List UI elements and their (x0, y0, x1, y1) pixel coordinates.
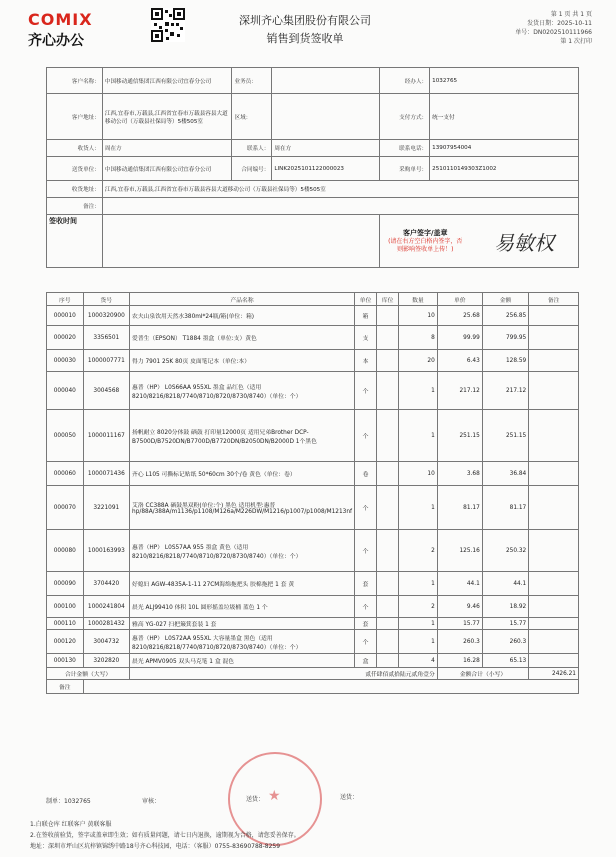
table-row (47, 326, 579, 350)
row-no: 000020 (47, 326, 84, 350)
row-unit: 套 (355, 572, 377, 596)
total-cap-label: 合计金额（大写） (47, 668, 130, 680)
row-no: 000010 (47, 306, 84, 326)
row-location (377, 410, 399, 462)
table-row (47, 486, 579, 530)
region-value (272, 94, 380, 140)
row-qty: 20 (399, 350, 438, 372)
col-location: 库位 (377, 293, 399, 306)
items-header-row (47, 293, 579, 306)
table-row (47, 654, 579, 668)
col-remark: 备注 (529, 293, 579, 306)
row-price: 217.12 (437, 372, 482, 410)
customer-name-label: 客户名称： (47, 68, 103, 94)
row-name: 得力 7901 25K 80页 皮面笔记本（单位:本） (130, 350, 355, 372)
contract-label: 合同编号： (232, 157, 272, 181)
row-location (377, 306, 399, 326)
row-unit: 支 (355, 326, 377, 350)
ship-unit-label: 送货单位： (47, 157, 103, 181)
table-row (47, 572, 579, 596)
contact-value: 周在方 (272, 140, 380, 157)
row-qty: 1 (399, 618, 438, 630)
items-body (47, 306, 579, 668)
row-price: 15.77 (437, 618, 482, 630)
row-unit: 个 (355, 372, 377, 410)
row-code: 1000007771 (83, 350, 129, 372)
dept-value: 1032765 (430, 68, 579, 94)
row-code: 3004568 (83, 372, 129, 410)
totals-remark-label: 备注 (47, 680, 84, 694)
row-code: 1000071436 (83, 462, 129, 486)
customer-sign-cell (380, 215, 579, 268)
company-name: 深圳齐心集团股份有限公司 (239, 14, 371, 27)
table-row (47, 462, 579, 486)
company-logo (28, 10, 118, 49)
seal-star-icon: ★ (268, 788, 281, 804)
row-location (377, 596, 399, 618)
row-amount: 251.15 (482, 410, 528, 462)
doc-title: 销售到货签收单 (266, 32, 344, 45)
row-unit: 个 (355, 410, 377, 462)
row-no: 000130 (47, 654, 84, 668)
col-unit: 单位 (355, 293, 377, 306)
row-code: 3221091 (83, 486, 129, 530)
sign-heading: 客户签字/盖章 (402, 229, 448, 237)
row-remark (529, 486, 579, 530)
row-price: 6.43 (437, 350, 482, 372)
payment-label: 支付方式： (380, 94, 430, 140)
recv-addr-label: 收货地址： (47, 181, 103, 198)
row-remark (529, 372, 579, 410)
table-row (47, 306, 579, 326)
row-qty: 1 (399, 572, 438, 596)
row-name: 惠普（HP） L0S72AA 955XL 大容量墨盒 黑色（适用8210/8216/8218/7740/8710/8720/8730/8740）（单位：个） (130, 630, 355, 654)
row-amount: 81.17 (482, 486, 528, 530)
row-unit: 个 (355, 630, 377, 654)
row-qty: 4 (399, 654, 438, 668)
row-amount: 260.3 (482, 630, 528, 654)
recv-addr-value: 江西,宜春市,万载县,江西省宜春市万载县容县大道移动公司（万载县社保局等）5楼505室 (102, 181, 578, 198)
sign-note-1: (请在右方空白格内签字，否 (388, 238, 463, 245)
totals-row (47, 668, 579, 680)
row-amount: 36.84 (482, 462, 528, 486)
row-qty: 10 (399, 306, 438, 326)
row-location (377, 326, 399, 350)
row-price: 9.46 (437, 596, 482, 618)
row-remark (529, 462, 579, 486)
row-remark (529, 410, 579, 462)
row-qty: 2 (399, 530, 438, 572)
row-code: 3356501 (83, 326, 129, 350)
row-unit: 个 (355, 596, 377, 618)
business-label: 业务员： (232, 68, 272, 94)
row-name: 爱普生（EPSON） T1884 墨盒（单位:支）黄色 (130, 326, 355, 350)
dept-label: 经办人： (380, 68, 430, 94)
total-small-label: 金额合计（小写） (437, 668, 528, 680)
row-qty: 1 (399, 486, 438, 530)
row-amount: 18.92 (482, 596, 528, 618)
document-title (200, 12, 410, 46)
row-name: 好媳妇 AGW-4835A-1-11 27CM海绵拖把头 胶棉拖把 1 套 黄 (130, 572, 355, 596)
row-no: 000070 (47, 486, 84, 530)
customer-name: 中国移动通信集团江西有限公司宜春分公司 (102, 68, 232, 94)
items-table (46, 292, 579, 694)
row-amount: 256.85 (482, 306, 528, 326)
row-code: 1000281432 (83, 618, 129, 630)
footer-note-2: 2.在签收前验货，签字或盖章即生效；如有质量问题，请七日内退换，逾期视为合格，请您妥善保存。 (30, 832, 300, 839)
totals-remark-row (47, 680, 579, 694)
business-value (272, 68, 380, 94)
row-price: 81.17 (437, 486, 482, 530)
row-remark (529, 572, 579, 596)
sign-note-2: 则影响签收单上传！) (397, 246, 454, 253)
row-unit: 箱 (355, 306, 377, 326)
row-unit: 盒 (355, 654, 377, 668)
row-qty: 1 (399, 372, 438, 410)
row-unit: 个 (355, 486, 377, 530)
row-code: 1000011167 (83, 410, 129, 462)
row-amount: 65.13 (482, 654, 528, 668)
row-location (377, 486, 399, 530)
doc-meta (482, 10, 592, 46)
col-no: 序号 (47, 293, 84, 306)
table-row (47, 596, 579, 618)
logo-en: COMIX (28, 10, 93, 29)
receiver-label: 收货人： (47, 140, 103, 157)
row-qty: 10 (399, 462, 438, 486)
row-location (377, 618, 399, 630)
row-remark (529, 596, 579, 618)
contract-value: LINK2025101122000023 (272, 157, 380, 181)
row-amount: 44.1 (482, 572, 528, 596)
table-row (47, 350, 579, 372)
row-location (377, 654, 399, 668)
customer-info-table (46, 67, 579, 268)
row-no: 000110 (47, 618, 84, 630)
address-label: 客户地址： (47, 94, 103, 140)
purchase-label: 采购单号： (380, 157, 430, 181)
row-qty: 8 (399, 326, 438, 350)
receiver-value: 周在方 (102, 140, 232, 157)
row-location (377, 350, 399, 372)
row-code: 1000241804 (83, 596, 129, 618)
maker-label: 制单： (46, 798, 65, 805)
row-amount: 799.95 (482, 326, 528, 350)
row-unit: 套 (355, 618, 377, 630)
table-row (47, 630, 579, 654)
remark-label: 备注： (47, 198, 103, 215)
row-no: 000100 (47, 596, 84, 618)
remark-value (102, 198, 578, 215)
row-name: 惠普（HP） L0S57AA 955 墨盒 黄色（适用8210/8216/8218/7740/8710/8720/8730/8740）（单位：个） (130, 530, 355, 572)
row-amount: 250.32 (482, 530, 528, 572)
row-no: 000090 (47, 572, 84, 596)
row-name: 雅高 YG-027 扫把簸箕套装 1 套 (130, 618, 355, 630)
customer-signature: 易敏权 (494, 230, 555, 255)
row-code: 1000320900 (83, 306, 129, 326)
row-price: 260.3 (437, 630, 482, 654)
row-code: 3004732 (83, 630, 129, 654)
footer-note-1: 1.白联仓库 红联客户 黄联客服 (30, 821, 112, 828)
row-remark (529, 306, 579, 326)
sign-time-value (102, 215, 379, 268)
row-no: 000040 (47, 372, 84, 410)
row-price: 25.68 (437, 306, 482, 326)
row-unit: 本 (355, 350, 377, 372)
table-row (47, 372, 579, 410)
deliver-label: 送货： (246, 796, 265, 803)
row-name: 扬帆耐立 8020分体鼓 硒鼓 打印量12000页 适用兄弟Brother DCP-B7500D/B7520DN/B7700D/B7720DN/B2050DN/B2000D 1个黑色 (130, 410, 355, 462)
customer-address: 江西,宜春市,万载县,江西省宜春市万载县容县大道移动公司（万载县社保局等）5楼505室 (102, 94, 232, 140)
print-count: 第 1 次打印 (560, 38, 592, 45)
row-unit: 卷 (355, 462, 377, 486)
row-price: 125.16 (437, 530, 482, 572)
purchase-value: 2510110149303Z1002 (430, 157, 579, 181)
row-remark (529, 350, 579, 372)
col-name: 产品名称 (130, 293, 355, 306)
page-info: 第 1 页 共 1 页 (550, 11, 592, 18)
sign-time-label: 签收时间 (47, 215, 103, 268)
row-price: 99.99 (437, 326, 482, 350)
row-no: 000060 (47, 462, 84, 486)
maker-line (46, 796, 91, 805)
total-small-value: 2426.21 (529, 668, 579, 680)
row-price: 3.68 (437, 462, 482, 486)
region-label: 区域： (232, 94, 272, 140)
row-name: 晨光 ALJ99410 体积 10L 圆形摇盖垃圾桶 蓝色 1 个 (130, 596, 355, 618)
payment-value: 统一支付 (430, 94, 579, 140)
row-qty: 1 (399, 630, 438, 654)
row-name: 齐心 L105 可撕标记贴纸 50*60cm 30个/卷 黄色（单位：卷） (130, 462, 355, 486)
table-row (47, 410, 579, 462)
row-location (377, 462, 399, 486)
row-name: 艾洛 CC388A 硒鼓黑双粉(单位:个) 黑色 适用机型:惠普hp/88A/388A/m1136/p1108/M126a/M226DW/M1216/p1007/p1008/M1213nf (130, 486, 355, 530)
signer-label: 送货： (340, 794, 359, 801)
row-code: 3202820 (83, 654, 129, 668)
row-code: 1000163993 (83, 530, 129, 572)
row-location (377, 372, 399, 410)
ship-unit-value: 中国移动通信集团江西有限公司宜春分公司 (102, 157, 232, 181)
maker-value: 1032765 (64, 798, 91, 805)
row-unit: 个 (355, 530, 377, 572)
row-amount: 217.12 (482, 372, 528, 410)
row-remark (529, 630, 579, 654)
row-no: 000030 (47, 350, 84, 372)
row-amount: 15.77 (482, 618, 528, 630)
row-price: 44.1 (437, 572, 482, 596)
row-no: 000050 (47, 410, 84, 462)
row-remark (529, 326, 579, 350)
table-row (47, 618, 579, 630)
col-qty: 数量 (399, 293, 438, 306)
row-remark (529, 618, 579, 630)
issue-date: 发货日期：2025-10-11 (527, 20, 592, 27)
audit-label: 审核： (142, 798, 161, 805)
row-qty: 2 (399, 596, 438, 618)
row-location (377, 572, 399, 596)
row-location (377, 530, 399, 572)
row-location (377, 630, 399, 654)
row-remark (529, 654, 579, 668)
row-name: 晨光 APMV0905 双头马克笔 1 盒 混色 (130, 654, 355, 668)
qr-code-icon (151, 8, 185, 42)
row-qty: 1 (399, 410, 438, 462)
row-no: 000080 (47, 530, 84, 572)
phone-label: 联系电话： (380, 140, 430, 157)
row-name: 农夫山泉饮用天然水380ml*24瓶/箱(单位：箱) (130, 306, 355, 326)
doc-number: 单号：DN0202510111966 (515, 29, 592, 36)
phone-value: 13907954004 (430, 140, 579, 157)
table-row (47, 530, 579, 572)
total-cap-value: 贰仟肆佰贰拾陆元贰角壹分 (130, 668, 438, 680)
row-name: 惠普（HP） L0S66AA 955XL 墨盒 品红色（适用8210/8216/8218/7740/8710/8720/8730/8740）（单位：个） (130, 372, 355, 410)
col-code: 货号 (83, 293, 129, 306)
row-price: 251.15 (437, 410, 482, 462)
row-code: 3704420 (83, 572, 129, 596)
col-amount: 金额 (482, 293, 528, 306)
row-remark (529, 530, 579, 572)
row-no: 000120 (47, 630, 84, 654)
col-price: 单价 (437, 293, 482, 306)
logo-cn: 齐心办公 (28, 33, 84, 49)
contact-label: 联系人： (232, 140, 272, 157)
row-amount: 128.59 (482, 350, 528, 372)
row-price: 16.28 (437, 654, 482, 668)
totals-remark-value (83, 680, 578, 694)
footer-address: 地址：深圳市坪山区坑梓镇锦绣中路18号齐心科技园，电话：（客服）0755-83690788-8259 (30, 843, 281, 850)
